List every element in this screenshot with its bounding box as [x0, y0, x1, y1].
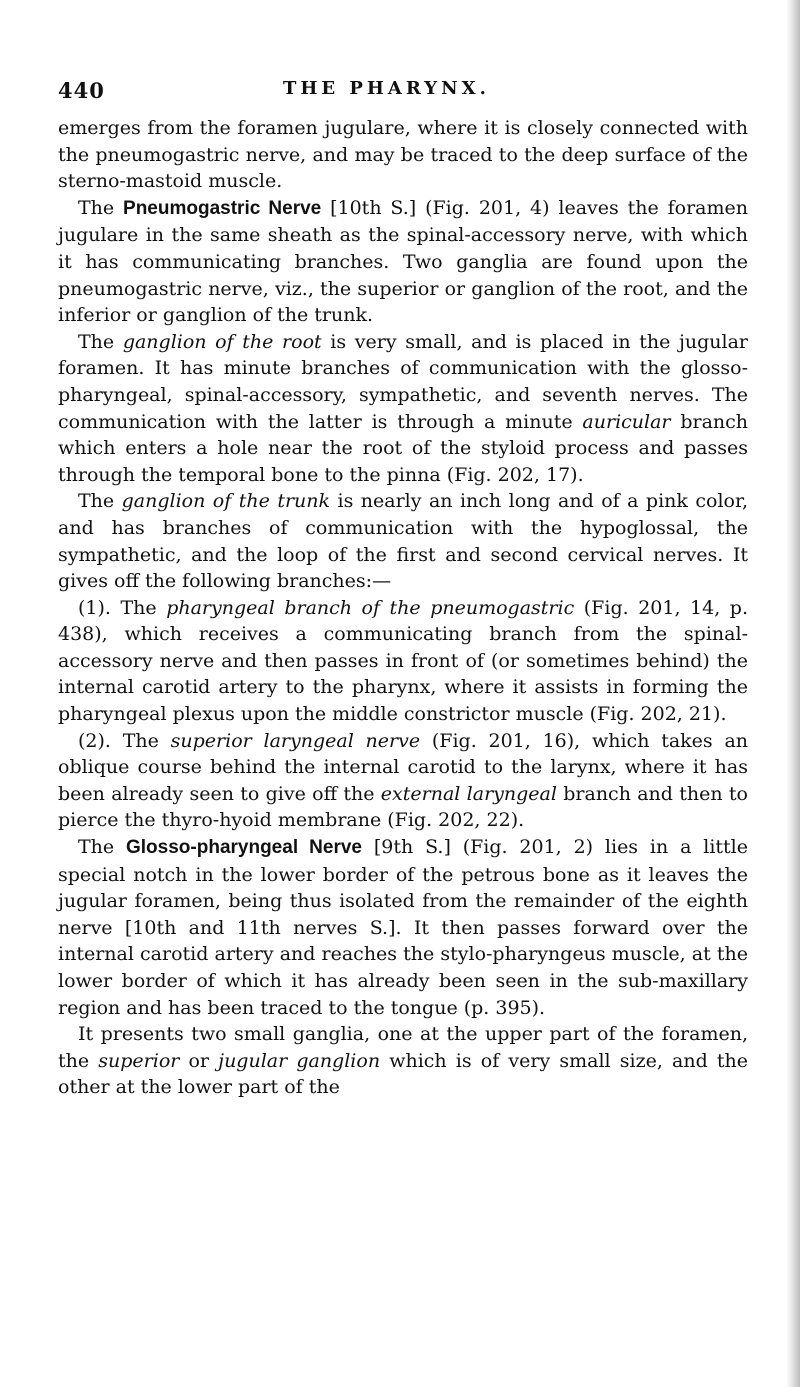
text-run: (Fig. 201, 14, p. 438), which receives a communicating branch from the spinal-accessory nerve and then passes in front of (or sometimes behind) the internal carotid artery to the pharynx, where it assists in forming the pharyngeal plexus upon the middle constrictor muscle (Fig. 202, 21). [58, 596, 748, 726]
text-run: The [78, 836, 126, 859]
section-term: Pneumogastric Nerve [123, 197, 322, 219]
text-run: branch and then to pierce the thyro-hyoid membrane (Fig. 202, 22). [58, 782, 748, 832]
italic-term: ganglion of the trunk [121, 490, 331, 513]
paragraph [58, 488, 748, 594]
text-run: The [78, 330, 123, 353]
page-number: 440 [58, 78, 105, 103]
text-run: The [78, 196, 124, 219]
italic-term: jugular ganglion [218, 1049, 381, 1072]
text-run: (Fig. 201, 16), which takes an oblique course behind the internal carotid to the larynx, where it has been already seen to give off the [58, 729, 749, 805]
page-edge-shadow [786, 0, 800, 1387]
text-run: (2). The [78, 729, 171, 752]
page-header [58, 78, 748, 110]
section-term: Glosso-pharyngeal Nerve [126, 837, 362, 859]
paragraph [58, 195, 748, 329]
italic-term: superior laryngeal nerve [170, 729, 421, 752]
text-run: branch which enters a hole near the root of the styloid process and passes through the temporal bone to the pinna (Fig. 202, 17). [58, 410, 749, 486]
text-run: [10th S.] (Fig. 201, 4) leaves the foramen jugulare in the same sheath as the spinal-accessory nerve, with which it has communicating branches. Two ganglia are found upon the pneumogastric nerve, viz., the superior or ganglion of the root, and the inferior or ganglion of the trunk. [58, 196, 748, 327]
italic-term: auricular [582, 410, 671, 433]
text-run: is nearly an inch long and of a pink color, and has branches of communication with the hypoglossal, the sympathetic, and the loop of the first and second cervical nerves. It gives off the following branches:— [58, 490, 748, 593]
text-run: or [179, 1049, 219, 1072]
running-title: THE PHARYNX. [283, 78, 490, 99]
text-run: (1). The [78, 596, 167, 619]
text-run: which is of very small size, and the other at the lower part of the [58, 1049, 749, 1099]
italic-term: pharyngeal branch of the pneumogastric [166, 596, 575, 619]
italic-term: ganglion of the root [122, 330, 322, 353]
paragraph [58, 728, 748, 834]
text-run: [9th S.] (Fig. 201, 2) lies in a little special notch in the lower border of the petrous bone as it leaves the jugular foramen, being thus isolated from the remainder of the eighth nerve [10th and 11th nerves S.]. It then passes forward over the internal carotid artery and reaches the stylo-pharyngeus muscle, at the lower border of which it has already been seen in the sub-maxillary region and has been traced to the tongue (p. 395). [58, 836, 748, 1019]
paragraph [58, 1021, 748, 1101]
text-run: is very small, and is placed in the jugular foramen. It has minute branches of communication with the glosso-pharyngeal, spinal-accessory, sympathetic, and seventh nerves. The communication with the latter is through a minute [58, 330, 748, 433]
text-run: The [78, 490, 122, 513]
text-run: emerges from the foramen jugulare, where it is closely connected with the pneumogastric nerve, and may be traced to the deep surface of the sterno-mastoid muscle. [58, 117, 748, 193]
paragraph [58, 834, 748, 1021]
italic-term: external laryngeal [380, 782, 557, 805]
italic-term: superior [98, 1049, 180, 1072]
paragraph [58, 595, 748, 728]
body-text [58, 115, 748, 1101]
text-run: It presents two small ganglia, one at the upper part of the foramen, the [58, 1023, 748, 1072]
paragraph [58, 329, 748, 489]
paragraph [58, 115, 748, 195]
